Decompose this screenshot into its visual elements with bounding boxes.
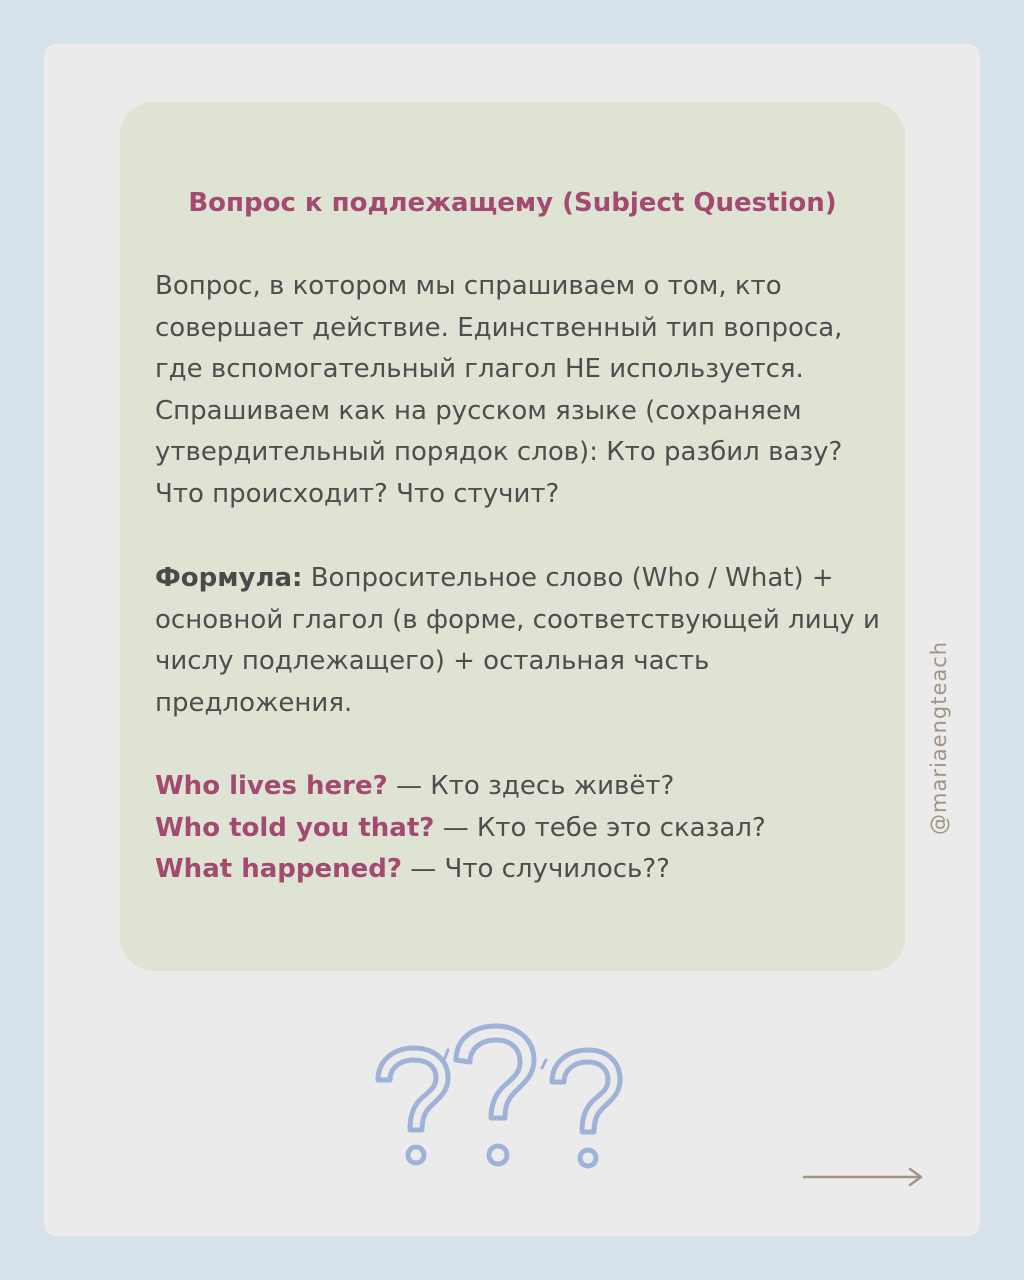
page-title: Вопрос к подлежащему (Subject Question) xyxy=(188,188,837,218)
example-item xyxy=(155,766,895,808)
formula-text: Вопросительное слово (Who / What) + основной глагол (в форме, соответствующей лицу и числу подлежащего) + остальная часть предложения. xyxy=(155,563,880,718)
example-russian: — Кто здесь живёт? xyxy=(387,771,675,801)
example-item xyxy=(155,849,895,891)
arrow-right-icon[interactable] xyxy=(800,1164,930,1190)
author-handle: @mariaengteach xyxy=(927,640,951,835)
formula-label: Формула: xyxy=(155,563,303,593)
example-item xyxy=(155,808,895,850)
intro-paragraph: Вопрос, в котором мы спрашиваем о том, кто совершает действие. Единственный тип вопроса, где вспомогательный глагол НЕ используется. Спрашиваем как на русском языке (сохраняем утвердительный порядок слов): Кто разбил вазу? Что происходит? Что стучит? xyxy=(155,271,843,509)
formula-paragraph xyxy=(155,558,895,724)
example-russian: — Что случилось?? xyxy=(401,854,670,884)
example-english: What happened? xyxy=(155,854,402,884)
examples-list xyxy=(155,766,895,891)
example-english: Who lives here? xyxy=(155,771,388,801)
example-russian: — Кто тебе это сказал? xyxy=(434,812,766,843)
question-marks-icon xyxy=(360,1020,640,1180)
example-english: Who told you that? xyxy=(155,812,435,843)
